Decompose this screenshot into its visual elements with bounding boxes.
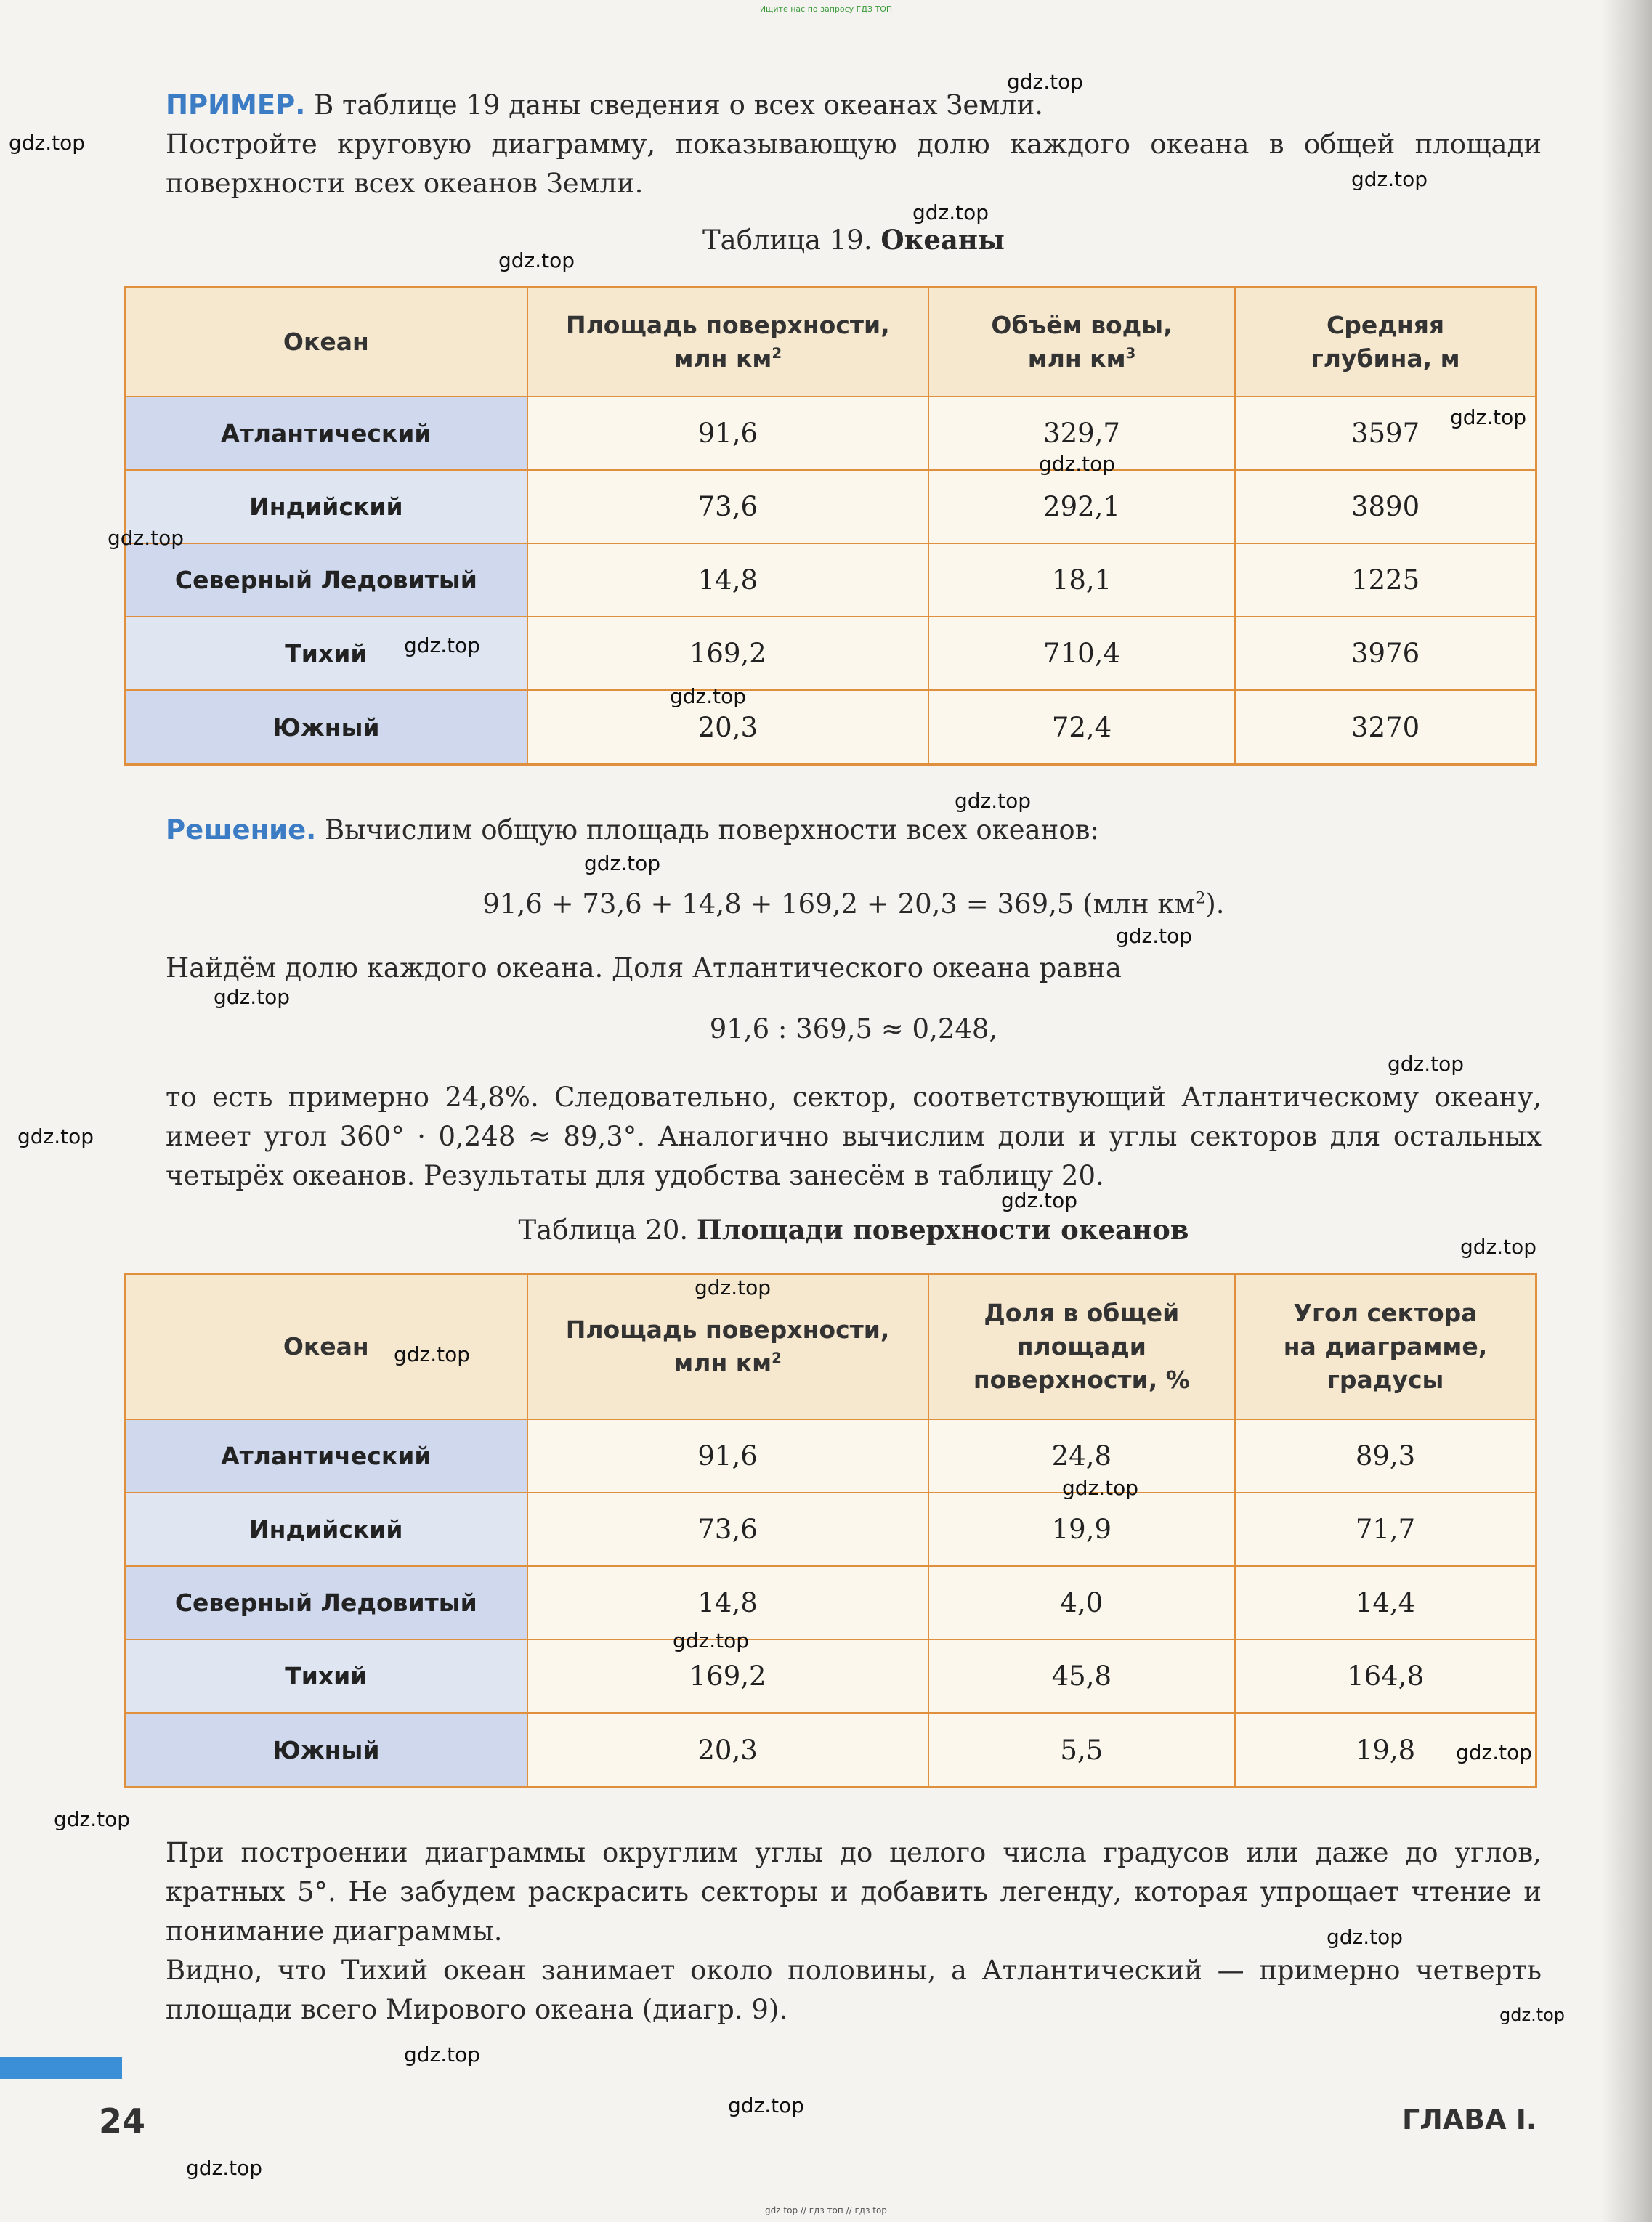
watermark: gdz.top	[404, 2043, 481, 2067]
table19-cell-volume: 72,4	[928, 690, 1235, 764]
watermark: gdz.top	[1388, 1052, 1465, 1076]
table20-header-area: Площадь поверхности, млн $км^2$	[527, 1274, 928, 1419]
watermark: gdz.top	[670, 684, 747, 708]
table19-cell-area: 20,3	[527, 690, 928, 764]
watermark: gdz.top	[1116, 924, 1193, 948]
table-row	[125, 1566, 1536, 1639]
table19-caption-title: Океаны	[880, 224, 1005, 256]
table19-header-ocean: Океан	[125, 288, 527, 397]
table20-header-share: Доля в общей площади поверхности, %	[928, 1274, 1235, 1419]
watermark: gdz.top	[955, 789, 1032, 813]
solution-block	[166, 811, 1542, 850]
table19-cell-ocean: Южный	[125, 690, 527, 764]
table19-header-row	[125, 288, 1536, 397]
solution-lead: Решение.	[166, 814, 317, 846]
table20-caption-title: Площади поверхности океанов	[696, 1214, 1189, 1246]
table-row	[125, 1639, 1536, 1713]
table20-cell-angle: 71,7	[1235, 1493, 1536, 1566]
table19-cell-depth: 3890	[1235, 470, 1536, 543]
table20-cell-area: 169,2	[527, 1639, 928, 1713]
formula-total: 91,6 + 73,6 + 14,8 + 169,2 + 20,3 = 369,5 (млн $км^2$).	[482, 888, 1225, 920]
solution-paragraph	[166, 811, 1542, 850]
table20-cell-area: 14,8	[527, 1566, 928, 1639]
table20-cell-ocean: Северный Ледовитый	[125, 1566, 527, 1639]
table19-header-area: Площадь поверхности, млн $км^2$	[527, 288, 928, 397]
table19-cell-ocean: Индийский	[125, 470, 527, 543]
table20-header-row	[125, 1274, 1536, 1419]
watermark: gdz.top	[695, 1276, 772, 1299]
watermark: gdz.top	[1456, 1740, 1533, 1764]
table20-cell-share: 4,0	[928, 1566, 1235, 1639]
table19	[124, 286, 1537, 766]
page-number: 24	[99, 2101, 146, 2141]
watermark: gdz.top	[1007, 70, 1084, 94]
table20-cell-area: 91,6	[527, 1419, 928, 1493]
formula-share: 91,6 : 369,5 ≈ 0,248,	[709, 1013, 998, 1045]
watermark: gdz.top	[1499, 2005, 1566, 2025]
table19-cell-area: 169,2	[527, 617, 928, 690]
table19-cell-volume: 710,4	[928, 617, 1235, 690]
table-row	[125, 690, 1536, 764]
watermark: gdz.top	[394, 1342, 471, 1366]
table20-caption	[166, 1210, 1542, 1250]
table20-cell-share: 24,8	[928, 1419, 1235, 1493]
table20-cell-share: 5,5	[928, 1713, 1235, 1787]
watermark: gdz.top	[1062, 1476, 1139, 1500]
watermark: gdz.top	[912, 200, 989, 224]
watermark: gdz.top	[54, 1807, 131, 1831]
example-block	[166, 86, 1542, 203]
table19-cell-ocean: Тихий	[125, 617, 527, 690]
table-row	[125, 1419, 1536, 1493]
watermark: gdz.top	[214, 985, 291, 1009]
example-paragraph	[166, 86, 1542, 125]
table20-cell-angle: 14,4	[1235, 1566, 1536, 1639]
table19-cell-volume: 329,7	[928, 397, 1235, 470]
table-row	[125, 397, 1536, 470]
footer-accent-bar	[0, 2057, 122, 2079]
table20-cell-angle: 164,8	[1235, 1639, 1536, 1713]
table-row	[125, 1713, 1536, 1787]
solution-share-text: Найдём долю каждого океана. Доля Атлантического океана равна	[166, 952, 1122, 984]
table20-caption-prefix: Таблица 20.	[518, 1215, 689, 1246]
solution-result-text: то есть примерно 24,8%. Следовательно, сектор, соответствующий Атлантическому океану, имеет угол 360° · 0,248 ≈ 89,3°. Аналогично вычислим доли и углы секторов для остальных четырёх океанов. Результаты для удобства занесём в таблицу 20.	[166, 1082, 1542, 1191]
page-edge-shadow	[1601, 0, 1652, 2222]
table19-cell-ocean: Северный Ледовитый	[125, 543, 527, 617]
table19-cell-depth: 3976	[1235, 617, 1536, 690]
table20-cell-share: 19,9	[928, 1493, 1235, 1566]
watermark: gdz.top	[186, 2156, 263, 2180]
table20-cell-angle: 89,3	[1235, 1419, 1536, 1493]
table20-cell-area: 73,6	[527, 1493, 928, 1566]
watermark: gdz.top	[108, 526, 185, 550]
watermark: gdz.top	[1351, 167, 1428, 191]
table-row	[125, 617, 1536, 690]
table-row	[125, 543, 1536, 617]
bottom-note: gdz top // гдз топ // гдз top	[765, 2205, 887, 2215]
table19-header-volume: Объём воды, млн $км^3$	[928, 288, 1235, 397]
table20-cell-angle: 19,8	[1235, 1713, 1536, 1787]
table19-cell-area: 91,6	[527, 397, 928, 470]
table19-cell-depth: 1225	[1235, 543, 1536, 617]
example-task: Постройте круговую диаграмму, показывающую долю каждого океана в общей площади поверхности всех океанов Земли.	[166, 129, 1542, 199]
table19-cell-volume: 292,1	[928, 470, 1235, 543]
watermark: gdz.top	[1039, 452, 1116, 476]
table20-cell-share: 45,8	[928, 1639, 1235, 1713]
table19-cell-ocean: Атлантический	[125, 397, 527, 470]
table19-cell-area: 73,6	[527, 470, 928, 543]
table19-header-depth: Средняя глубина, м	[1235, 288, 1536, 397]
watermark: gdz.top	[17, 1124, 94, 1148]
table-row	[125, 1493, 1536, 1566]
table19-cell-depth: 3597	[1235, 397, 1536, 470]
solution-text: Вычислим общую площадь поверхности всех океанов:	[316, 814, 1099, 846]
top-note: Ищите нас по запросу ГДЗ ТОП	[759, 4, 893, 14]
table20-cell-ocean: Южный	[125, 1713, 527, 1787]
table20-cell-ocean: Атлантический	[125, 1419, 527, 1493]
watermark: gdz.top	[728, 2093, 805, 2117]
table19-cell-depth: 3270	[1235, 690, 1536, 764]
watermark: gdz.top	[1460, 1235, 1537, 1259]
closing-paragraph-1: При построении диаграммы округлим углы до целого числа градусов или даже до углов, кратных 5°. Не забудем раскрасить секторы и добавить легенду, которая упрощает чтение и понимание диаграммы.	[166, 1837, 1542, 1947]
watermark: gdz.top	[9, 131, 86, 155]
table19-caption	[166, 220, 1542, 260]
table20-cell-area: 20,3	[527, 1713, 928, 1787]
example-lead: ПРИМЕР.	[166, 89, 306, 121]
example-text-1: В таблице 19 даны сведения о всех океанах Земли.	[305, 89, 1044, 121]
table20	[124, 1273, 1537, 1788]
watermark: gdz.top	[404, 633, 481, 657]
watermark: gdz.top	[673, 1629, 750, 1653]
table19-caption-prefix: Таблица 19.	[702, 224, 872, 256]
table-row	[125, 470, 1536, 543]
table19-cell-volume: 18,1	[928, 543, 1235, 617]
table20-cell-ocean: Индийский	[125, 1493, 527, 1566]
closing-paragraph-2: Видно, что Тихий океан занимает около половины, а Атлантический — примерно четверть площади всего Мирового океана (диагр. 9).	[166, 1955, 1542, 2025]
table20-header-ocean: Океан	[125, 1274, 527, 1419]
watermark: gdz.top	[1450, 405, 1527, 429]
watermark: gdz.top	[498, 248, 575, 272]
watermark: gdz.top	[1327, 1925, 1404, 1949]
table19-cell-area: 14,8	[527, 543, 928, 617]
watermark: gdz.top	[1001, 1188, 1078, 1212]
chapter-label: ГЛАВА I.	[1402, 2104, 1537, 2136]
table20-header-angle: Угол сектора на диаграмме, градусы	[1235, 1274, 1536, 1419]
watermark: gdz.top	[584, 851, 661, 875]
table20-cell-ocean: Тихий	[125, 1639, 527, 1713]
